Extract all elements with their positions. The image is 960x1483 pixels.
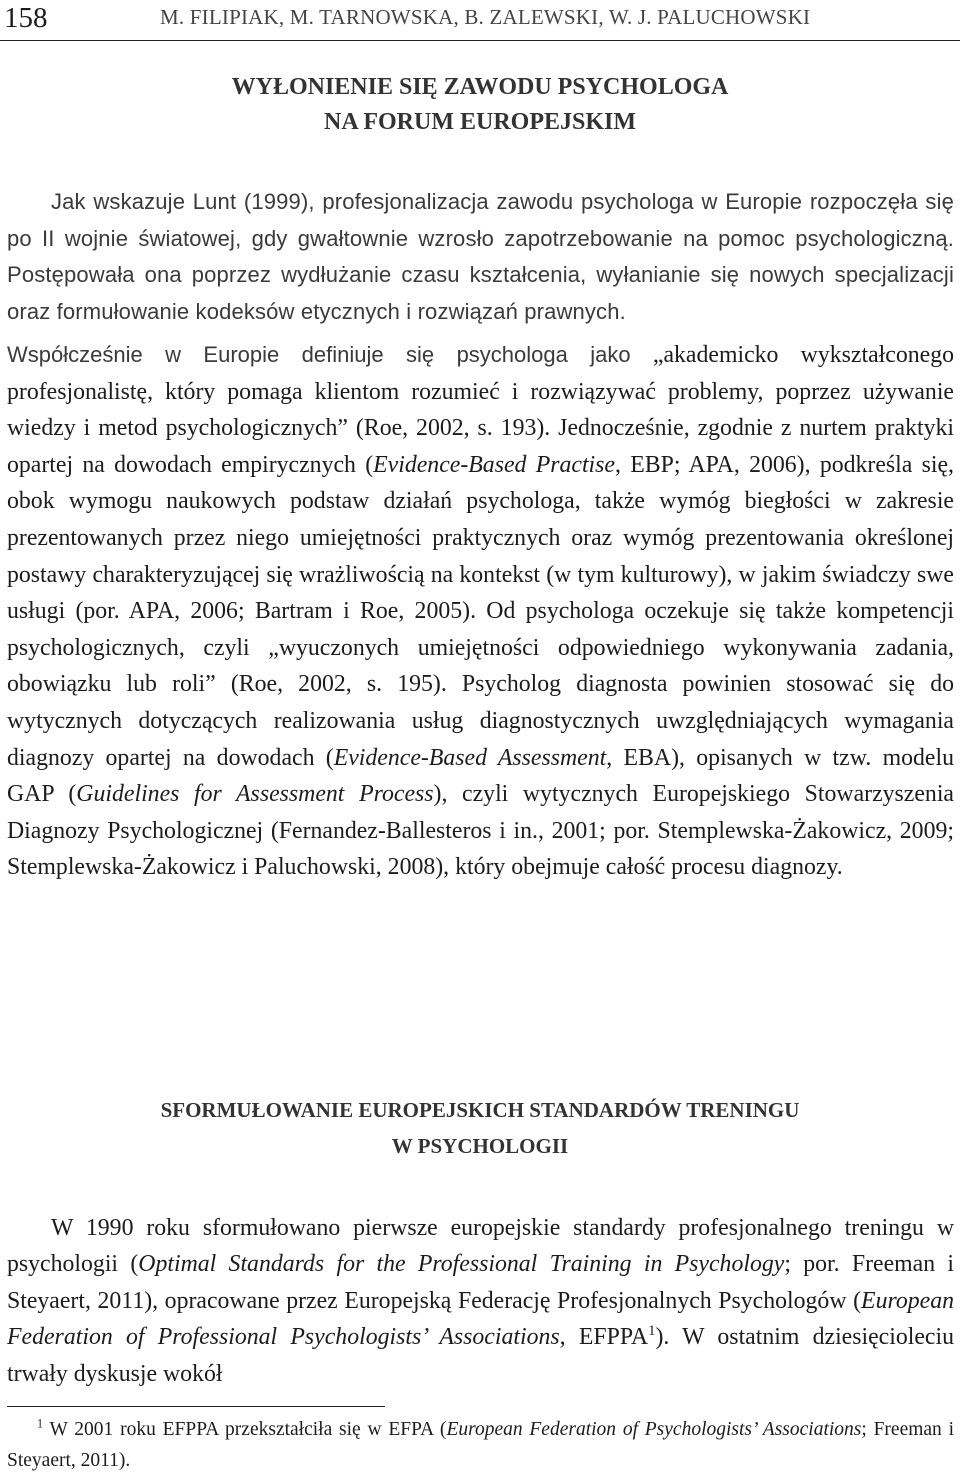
italic-term-eba: Evidence-Based Assessment [333,744,607,771]
section-heading-1-line-2: NA FORUM EUROPEJSKIM [324,109,636,135]
italic-term-gap: Guidelines for Assessment Process [76,781,434,808]
footnote-separator [7,1406,385,1407]
text-run: ). W ostatnim dziesięcioleciu trwały dyskusje wokół [7,1324,954,1387]
italic-title-efppa: European Federation of Professional Psychologists’ Associations [7,1287,954,1351]
italic-title-optimal-standards: Optimal Standards for the Professional Training in Psychology [138,1251,785,1278]
footnote-marker: 1 [37,1416,44,1431]
text-run: , EBA), opisanych w tzw. modelu GAP ( [7,744,954,808]
italic-term-ebp: Evidence-Based Practise [373,451,615,478]
footnote-italic-efpa: European Federation of Psychologists’ Associations [446,1419,862,1440]
text-run: ; por. Freeman i Steyaert, 2011), opracowane przez Europejską Federację Profesjonalnych Psychologów ( [7,1251,954,1314]
paragraph-standards [7,1210,954,1392]
section-heading-2-line-2: W PSYCHOLOGII [391,1134,569,1158]
section-heading-2 [0,1092,960,1164]
running-header [0,0,960,41]
footnote [7,1414,954,1476]
section-heading-2-line-1: SFORMUŁOWANIE EUROPEJSKICH STANDARDÓW TRENINGU [160,1098,800,1122]
paragraph-lunt-text: Jak wskazuje Lunt (1999), profesjonalizacja zawodu psychologa w Europie rozpoczęła się po II wojnie światowej, gdy gwałtownie wzrosło zapotrzebowanie na pomoc psychologiczną. Postępowała ona poprzez wydłużanie czasu kształcenia, wyłanianie się nowych specjalizacji oraz formułowanie kodeksów etycznych i rozwiązań prawnych. [7,189,954,325]
running-header-authors: M. FILIPIAK, M. TARNOWSKA, B. ZALEWSKI, W. J. PALUCHOWSKI [160,5,811,29]
definition-quote: „akademicko wykształconego profesjonalistę, który pomaga klientom rozumieć i rozwiązywać problemy, poprzez używanie wiedzy i metod psychologicznych” (Roe, 2002, s. 193). [7,342,954,442]
paragraph-psychologist-definition [7,337,954,886]
section-heading-1 [0,70,960,140]
text-run: , EFPPA [559,1324,649,1351]
page-number: 158 [4,2,48,34]
text-run: Jednocześnie, zgodnie z nurtem praktyki opartej na dowodach empirycznych ( [7,415,954,478]
paragraph-lunt [7,184,954,331]
text-run: , EBP; APA, 2006), podkreśla się, obok wymogu naukowych podstaw działań psychologa, także wymóg biegłości w zakresie prezentowanych przez niego umiejętności praktycznych oraz wymóg prezentowania określonej postawy charakteryzującej się wrażliwością na kontekst (w tym kulturowy), w jakim świadczy swe usługi (por. APA, 2006; Bartram i Roe, 2005). Od psychologa oczekuje się także kompetencji psychologicznych, czyli „wyuczonych umiejętności odpowiedniego wykonywania zadania, obowiązku lub roli” (Roe, 2002, s. 195). Psycholog diagnosta powinien stosować się do wytycznych dotyczących realizowania usług diagnostycznych uwzględniających wymagania diagnozy opartej na dowodach ( [7,451,954,771]
footnote-text: ; Freeman i Steyaert, 2011). [7,1419,954,1471]
text-run: ), czyli wytycznych Europejskiego Stowarzyszenia Diagnozy Psychologicznej (Fernandez-Ballesteros i in., 2001; por. Stemplewska-Żakowicz, 2009; Stemplewska-Żakowicz i Paluchowski, 2008), który obejmuje całość procesu diagnozy. [7,781,954,881]
text-run: W 1990 roku sformułowano pierwsze europejskie standardy profesjonalnego treningu w psychologii ( [7,1215,954,1278]
footnote-text: W 2001 roku EFPPA przekształciła się w EFPA ( [43,1419,447,1440]
definition-lead-text: Współcześnie w Europie definiuje się psychologa jako [7,342,631,367]
section-heading-1-line-1: WYŁONIENIE SIĘ ZAWODU PSYCHOLOGA [231,74,729,100]
footnote-reference[interactable]: 1 [648,1323,656,1340]
